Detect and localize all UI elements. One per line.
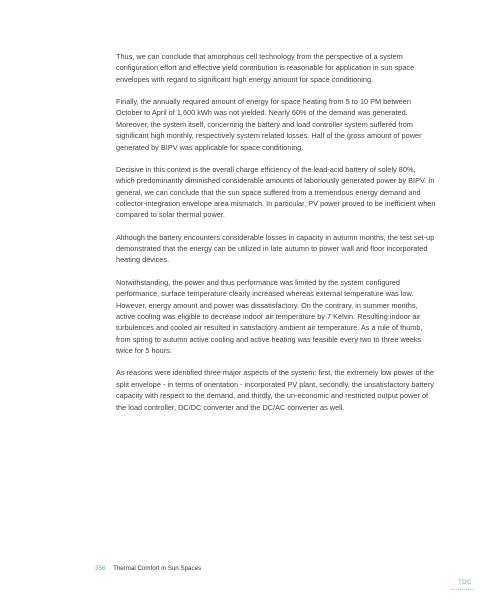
paragraph-1: Thus, we can conclude that amorphous cell technology from the perspective of a system configuration effort and effective yield contribution is reasonable for application in sun space envelopes with regard to significant high energy amount for space conditioning. xyxy=(116,52,415,84)
paragraph-2: Finally, the annually required amount of energy for space heating from 5 to 10 PM between October to April of 1,600 kWh was not yielded. Nearly 60% of the demand was generated. Moreover, the system itself, concerning the battery and load controller system suffered from significant high monthly, respectively system related losses. Half of the gross amount of power generated by BIPV was applicable for space conditioning. xyxy=(116,97,422,152)
body-text xyxy=(116,51,436,424)
running-section-title: Thermal Comfort in Sun Spaces xyxy=(113,565,202,572)
toc-link[interactable]: TOC xyxy=(458,580,472,586)
page-footer xyxy=(95,565,201,573)
paragraph-5: Notwithstanding, the power and thus performance was limited by the system configured performance, surface temperature clearly increased whereas external temperature was low. However, energy amount and power was dissatisfactory. On the contrary, in summer months, active cooling was eligible to decrease indoor air temperature by 7 Kelvin. Resulting indoor air turbulences and cooled air resulted in satisfactory ambient air temperature. As a rule of thumb, from spring to autumn active cooling and active heating was feasible every two to three weeks twice for 5 hours. xyxy=(116,277,423,356)
toc-dotted-underline xyxy=(451,589,473,590)
paragraph-3: Decisive in this context is the overall charge efficiency of the lead-acid battery of solely 80%, which predominantly diminished considerable amounts of laboriously generated power by BIPV. In general, we can conclude that the sun space suffered from a tremendous energy demand and collector-integration envelope area mismatch. In particular, PV power proved to be inefficient when compared to solar thermal power. xyxy=(116,164,436,220)
paragraph-6: As reasons were identified three major aspects of the system: first, the extremely low power of the split envelope - in terms of orientation - incorporated PV plant, secondly, the unsatisfactory battery capacity with respect to the demand, and thirdly, the un-economic and restricted output power of the load controller, DC/DC converter and the DC/AC converter as well. xyxy=(116,368,434,412)
page-number: 356 xyxy=(95,565,106,572)
paragraph-4: Although the battery encounters considerable losses in capacity in autumn months, the test set-up demonstrated that the energy can be utilized in late autumn to power wall and floor incorporated heating devices. xyxy=(116,232,435,265)
